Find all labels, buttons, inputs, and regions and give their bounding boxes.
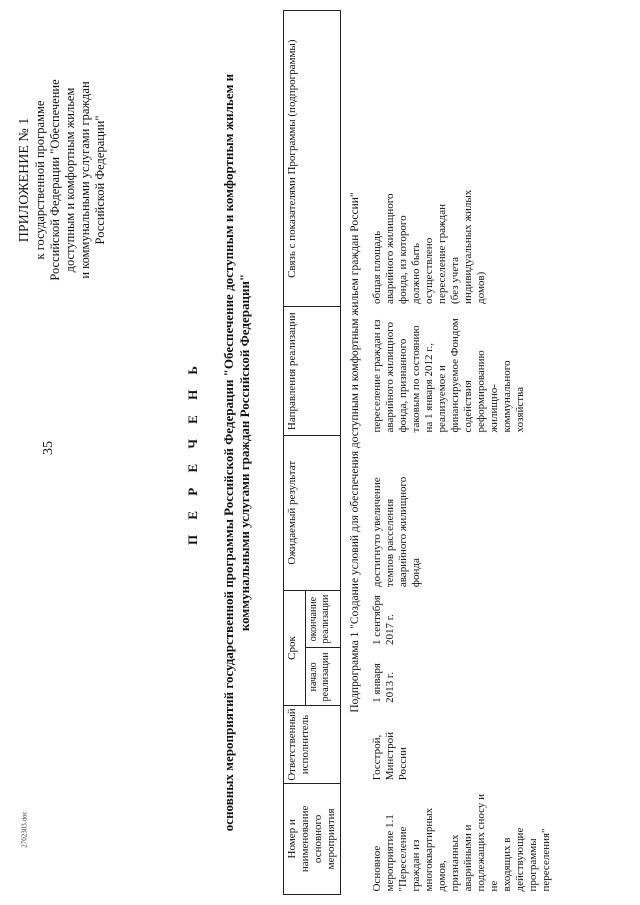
header-executor: Ответственный исполнитель	[284, 706, 341, 783]
appendix-line: доступным и комфортным жильем	[63, 87, 77, 273]
table-row	[365, 11, 553, 895]
header-term-end: окончание реализации	[305, 590, 340, 648]
cell-number-name: Основное мероприятие 1.1 "Переселение граждан из многоквартирных домов, признанных аварийными и подлежащих сносу и не входящих в действующие программы переселения"	[371, 793, 552, 892]
header-term-start: начало реализации	[305, 648, 340, 706]
document-title: П Е Р Е Ч Е Н Ь	[185, 359, 200, 546]
header-directions: Направления реализации	[284, 307, 341, 436]
appendix-line: Российской Федерации"	[93, 115, 107, 245]
activities-table	[283, 10, 553, 895]
appendix-block	[16, 20, 108, 340]
cell-term-start: 1 января 2013 г.	[371, 663, 396, 703]
appendix-line: Российской Федерации "Обеспечение	[48, 79, 62, 281]
header-expected-result: Ожидаемый результат	[284, 435, 341, 590]
cell-expected-result: достигнуто увеличение темпов расселения аварийного жилищного фонда	[371, 476, 422, 588]
appendix-line: к государственной программе	[33, 100, 47, 260]
page-number: 35	[41, 441, 56, 455]
rotated-page-content	[10, 10, 630, 895]
document-subtitle: основных мероприятий государственной программы Российской Федерации "Обеспечение доступным и комфортным жильем и коммунальными услугами граждан Российской Федерации"	[221, 73, 252, 832]
footer-file-code: 2702303.doc	[20, 811, 29, 848]
cell-term-end: 1 сентября 2017 г.	[371, 595, 396, 645]
header-term: Срок	[284, 590, 306, 706]
header-number-name: Номер и наименование основного мероприятия	[284, 783, 341, 894]
title-block	[185, 10, 253, 895]
cell-indicators: общая площадь аварийного жилищного фонда, из которого должно быть осуществлено переселение граждан (без учета индивидуальных жилых домов)	[371, 189, 487, 304]
subprogram-heading: Подпрограмма 1 "Создание условий для обеспечения доступным и комфортным жильем граждан России"	[349, 192, 361, 713]
cell-executor: Госстрой, Минстрой России	[371, 732, 409, 781]
header-indicators: Связь с показателями Программы (подпрограммы)	[284, 11, 341, 307]
appendix-heading: ПРИЛОЖЕНИЕ № 1	[17, 117, 32, 243]
appendix-line: и коммунальными услугами граждан	[78, 81, 92, 279]
cell-directions: переселение граждан из аварийного жилищного фонда, признанного таковым по состоянию на 1 января 2012 г., реализуемое и финансируемое Фондом содействия реформированию жилищно- коммунального хозяйства	[371, 318, 526, 433]
